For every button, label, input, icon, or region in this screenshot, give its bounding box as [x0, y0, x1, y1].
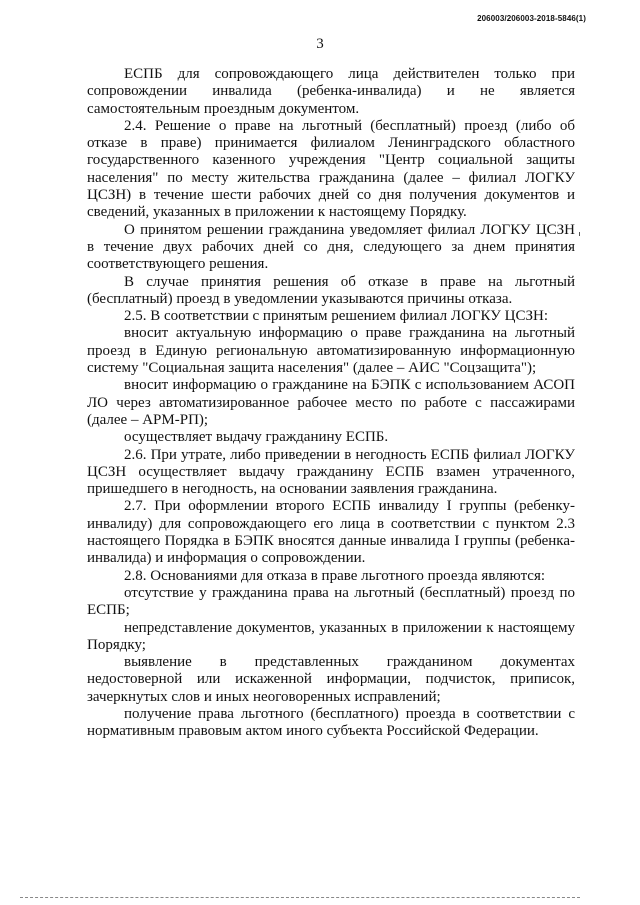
- paragraph: 2.8. Основаниями для отказа в праве льготного проезда являются:: [124, 567, 546, 584]
- paragraph: получение права льготного (бесплатного) проезда в соответствии с нормативным правовым актом иного субъекта Российской Федерации.: [87, 705, 575, 740]
- paragraph: выявление в представленных гражданином документах недостоверной или искаженной информации, подчисток, приписок, зачеркнутых слов и иных неоговоренных исправлений;: [87, 654, 575, 705]
- paragraph: вносит информацию о гражданине на БЭПК с использованием АСОП ЛО через автоматизированное рабочее место по работе с пассажирами (далее – АРМ-РП);: [87, 377, 575, 428]
- paragraph: осуществляет выдачу гражданину ЕСПБ.: [124, 429, 389, 446]
- scan-artifact-mark: [579, 232, 580, 236]
- page-edge-line: [20, 897, 580, 898]
- paragraph: ЕСПБ для сопровождающего лица действителен только при сопровождении инвалида (ребенка-инвалида) и не является самостоятельным проездным документом.: [87, 66, 575, 117]
- paragraph: 2.4. Решение о праве на льготный (бесплатный) проезд (либо об отказе в праве) принимается филиалом Ленинградского областного государственного казенного учреждения "Центр социальной защиты населения" по месту жительства гражданина (далее – филиал ЛОГКУ ЦСЗН) в течение шести рабочих дней со дня получения документов и сведений, указанных в приложении к настоящему Порядку.: [87, 117, 575, 221]
- paragraph: отсутствие у гражданина права на льготный (бесплатный) проезд по ЕСПБ;: [87, 584, 575, 619]
- paragraph: вносит актуальную информацию о праве гражданина на льготный проезд в Единую региональную автоматизированную информационную систему "Социальная защита населения" (далее – АИС "Соцзащита");: [87, 325, 575, 377]
- paragraph: В случае принятия решения об отказе в праве на льготный (бесплатный) проезд в уведомлении указываются причины отказа.: [87, 273, 575, 307]
- paragraph: О принятом решении гражданина уведомляет филиал ЛОГКУ ЦСЗН в течение двух рабочих дней со дня, следующего за днем принятия соответствующего решения.: [87, 221, 575, 273]
- paragraph: 2.6. При утрате, либо приведении в негодность ЕСПБ филиал ЛОГКУ ЦСЗН осуществляет выдачу гражданину ЕСПБ взамен утраченного, пришедшего в негодность, на основании заявления гражданина.: [87, 446, 575, 498]
- document-body: [87, 66, 575, 741]
- paragraph: 2.5. В соответствии с принятым решением филиал ЛОГКУ ЦСЗН:: [124, 308, 548, 325]
- paragraph: 2.7. При оформлении второго ЕСПБ инвалиду I группы (ребенку-инвалиду) для сопровождающего его лица в соответствии с пунктом 2.3 настоящего Порядка в БЭПК вносятся данные инвалида I группы (ребенка-инвалида) и информация о сопровождении.: [87, 498, 575, 567]
- document-reference-number: 206003/206003-2018-5846(1): [477, 14, 586, 23]
- paragraph: непредставление документов, указанных в приложении к настоящему Порядку;: [87, 619, 575, 653]
- page-number: 3: [316, 36, 324, 52]
